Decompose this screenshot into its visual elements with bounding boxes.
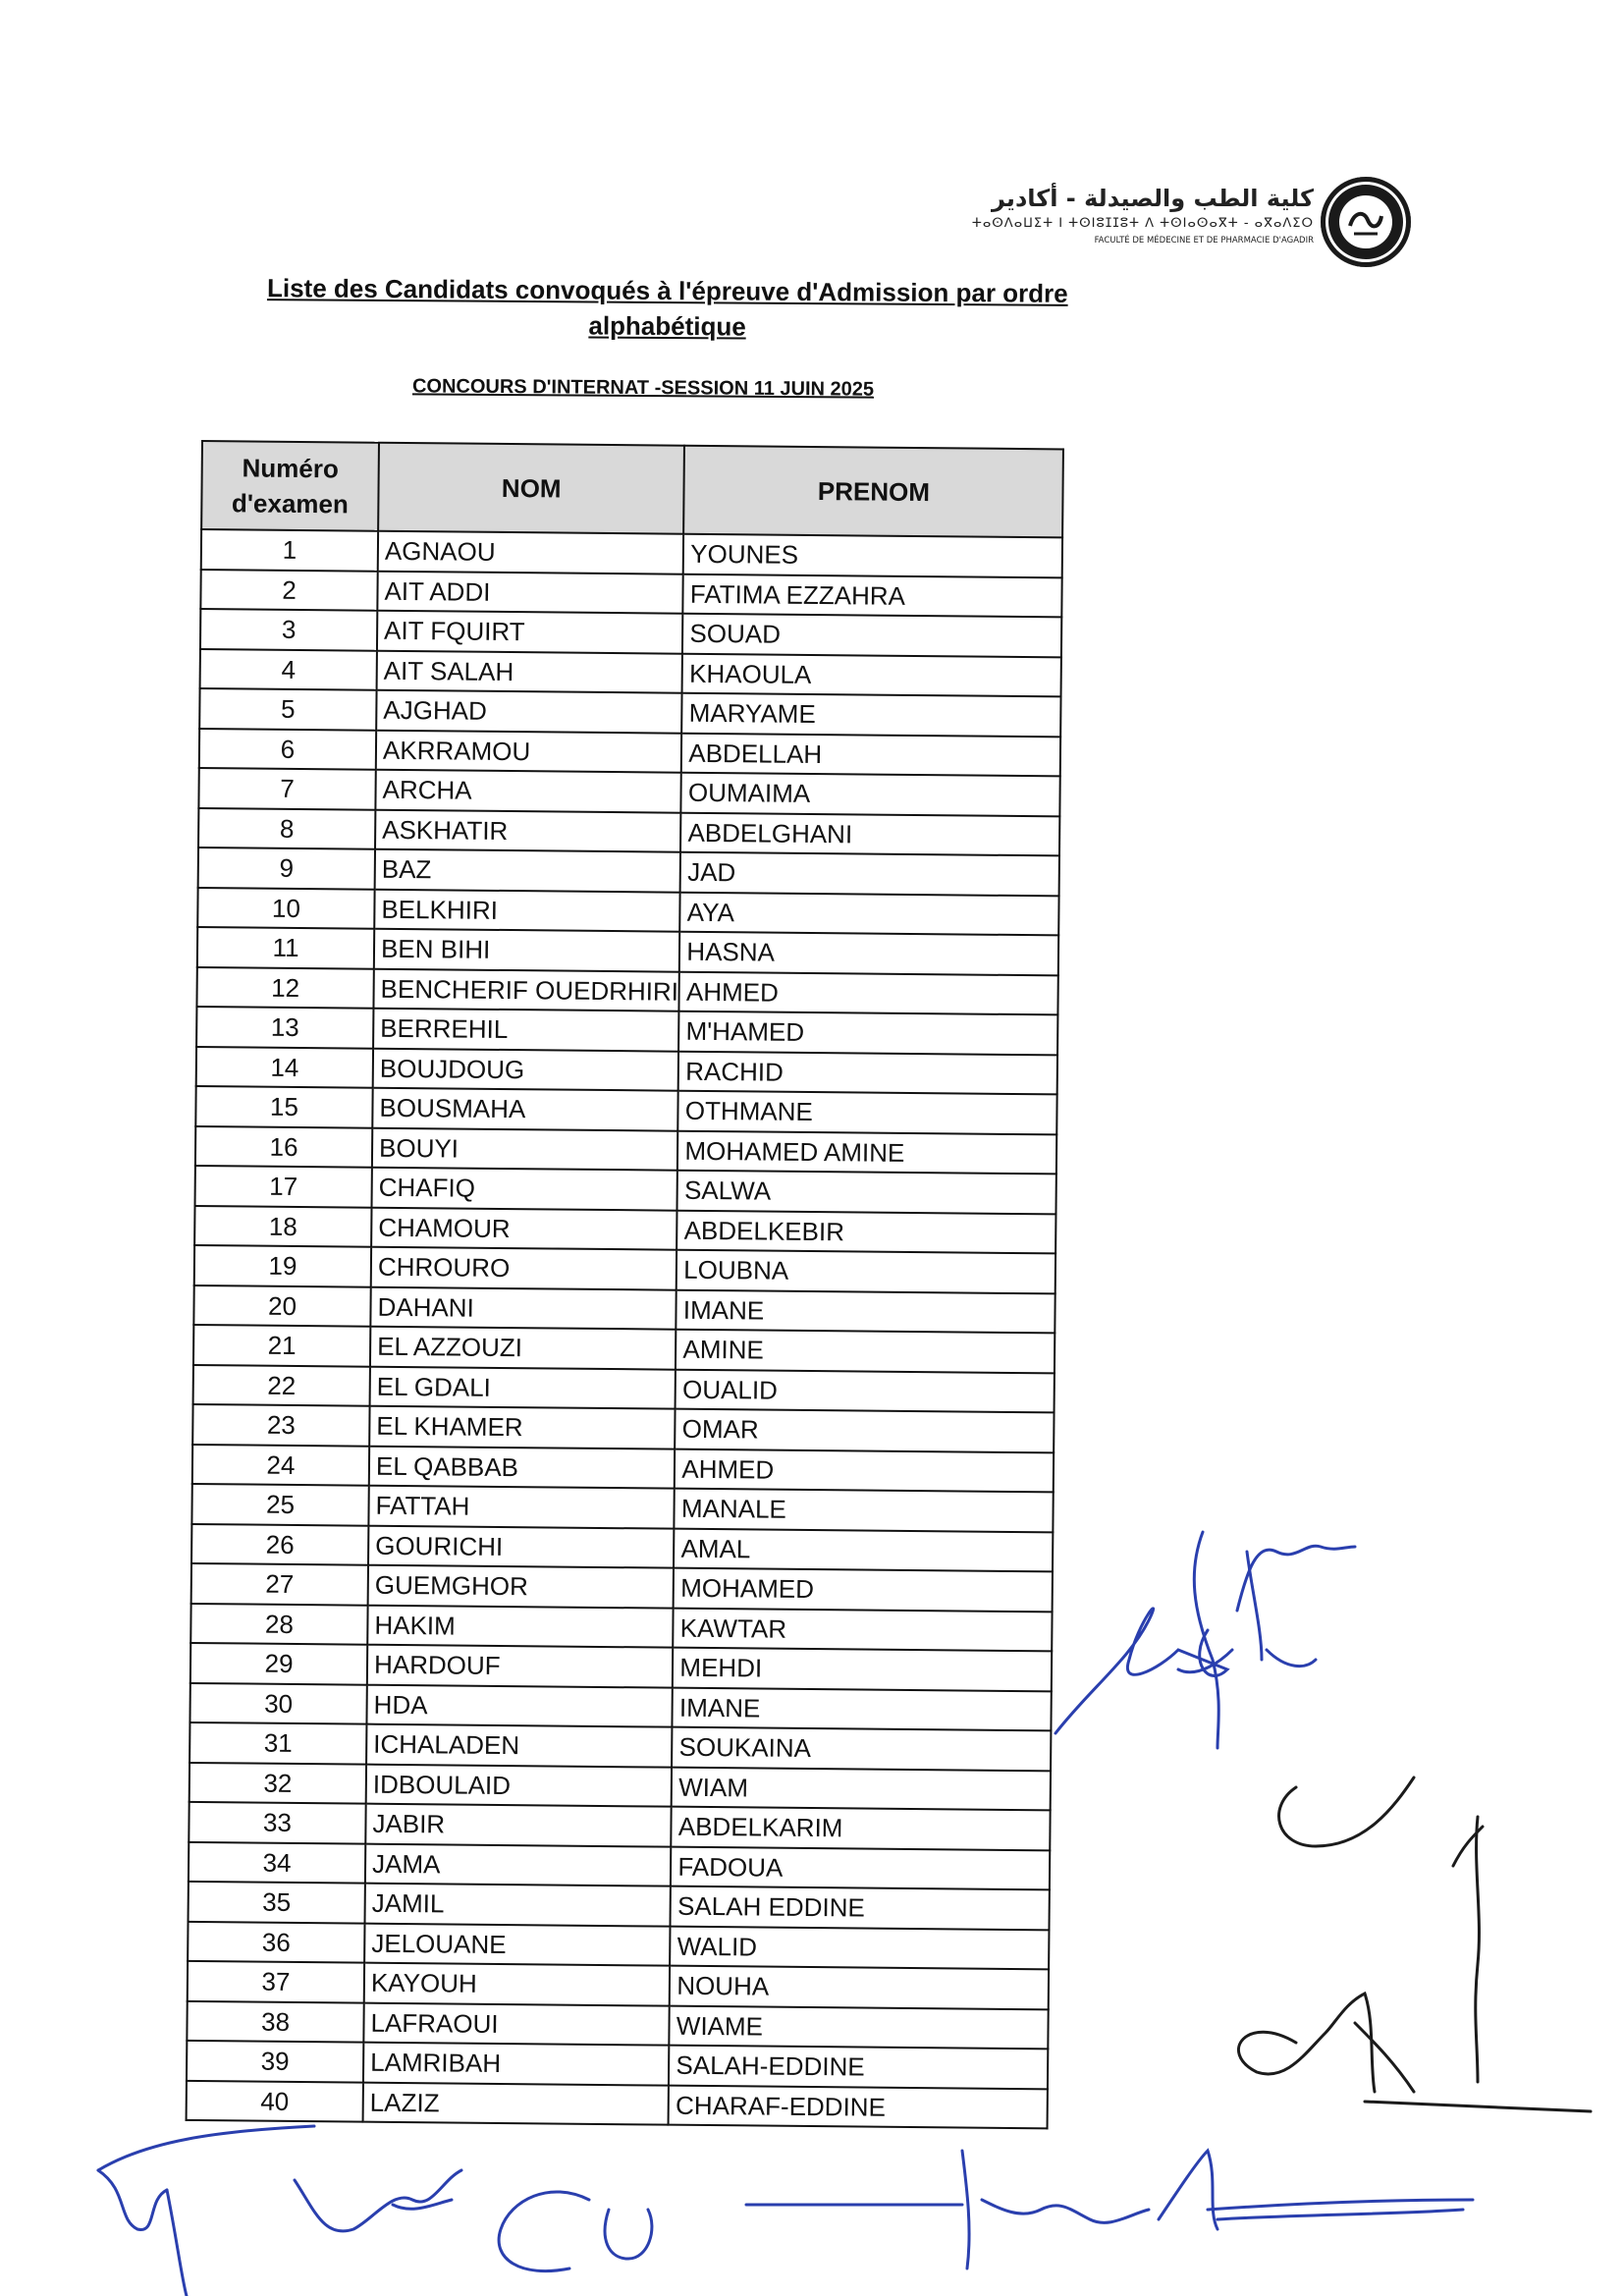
row-numero: 7 [198,768,375,809]
row-numero: 32 [189,1762,366,1803]
row-numero: 37 [188,1961,364,2002]
row-prenom: YOUNES [683,534,1062,577]
row-nom: JELOUANE [364,1923,671,1965]
row-nom: BOUJDOUG [373,1048,679,1090]
row-nom: BAZ [375,849,681,892]
row-prenom: OMAR [676,1409,1055,1452]
row-prenom: M'HAMED [678,1011,1057,1055]
row-numero: 30 [189,1682,366,1723]
row-nom: AIT FQUIRT [377,611,683,653]
row-nom: GUEMGHOR [368,1565,675,1608]
row-prenom: SOUKAINA [672,1727,1051,1771]
row-numero: 4 [200,648,377,689]
row-numero: 25 [191,1484,368,1525]
row-numero: 29 [190,1643,367,1684]
row-numero: 38 [187,2000,363,2042]
row-numero: 20 [193,1285,370,1326]
header-prenom: PRENOM [683,446,1063,538]
row-numero: 24 [192,1444,369,1485]
row-nom: BEN BIHI [374,929,680,971]
signature-blue-bottom [98,2126,1473,2296]
logo-tifinagh-text: ⵜⴰⵙⴷⴰⵡⵉⵜ ⵏ ⵜⵙⵏⵓⵊⵊⵓⵜ ⴷ ⵜⵙⵏⴰⵙⴰⴳⵜ - ⴰⴳⴰⴷⵉⵔ [971,216,1314,231]
row-nom: CHAFIQ [372,1168,678,1210]
row-nom: ARCHA [375,770,681,812]
row-prenom: MARYAME [682,693,1061,737]
row-prenom: MOHAMED AMINE [677,1130,1056,1174]
row-prenom: SALWA [677,1171,1056,1214]
row-nom: LAFRAOUI [363,2002,670,2045]
row-numero: 28 [190,1603,367,1644]
row-numero: 5 [199,688,376,730]
row-nom: AIT SALAH [377,650,683,692]
row-prenom: FATIMA EZZAHRA [683,574,1062,617]
row-prenom: HASNA [679,932,1058,975]
row-numero: 6 [199,728,376,769]
row-prenom: AHMED [679,971,1058,1014]
row-nom: BOUYI [372,1127,678,1170]
row-nom: JABIR [365,1804,672,1846]
row-nom: IDBOULAID [366,1764,673,1806]
row-prenom: IMANE [676,1289,1055,1333]
row-nom: KAYOUH [364,1963,671,2005]
row-prenom: FADOUA [671,1846,1050,1889]
row-nom: BOUSMAHA [372,1088,678,1130]
row-numero: 19 [194,1245,371,1286]
row-numero: 14 [196,1046,373,1087]
row-numero: 16 [195,1125,372,1167]
row-prenom: IMANE [673,1687,1052,1730]
row-prenom: NOUHA [670,1966,1049,2009]
row-prenom: AYA [680,892,1059,935]
row-prenom: WIAM [672,1767,1051,1810]
row-numero: 11 [197,927,374,968]
row-nom: HAKIM [367,1605,674,1647]
row-nom: ICHALADEN [366,1724,673,1767]
row-prenom: KAWTAR [674,1608,1053,1651]
row-prenom: WALID [670,1926,1049,1969]
row-nom: FATTAH [368,1486,675,1528]
row-prenom: SALAH-EDDINE [669,2046,1048,2089]
row-prenom: KHAOULA [682,653,1061,696]
row-numero: 18 [194,1205,371,1246]
row-nom: LAZIZ [363,2082,670,2124]
row-nom: LAMRIBAH [363,2043,670,2085]
row-numero: 31 [189,1722,366,1764]
row-prenom: MANALE [675,1489,1054,1532]
row-numero: 3 [200,609,377,650]
row-numero: 36 [188,1921,364,1962]
document-title: Liste des Candidats convoqués à l'épreuve d'Admission par ordre alphabétique [266,273,1068,342]
row-nom: EL AZZOUZI [370,1327,676,1369]
row-nom: AKRRAMOU [376,730,682,772]
row-prenom: ABDELKARIM [672,1807,1051,1850]
row-prenom: CHARAF-EDDINE [669,2085,1048,2128]
row-numero: 10 [197,887,374,928]
row-prenom: RACHID [678,1051,1057,1094]
row-prenom: AMAL [674,1528,1053,1571]
row-numero: 34 [189,1841,365,1883]
logo-french-text: FACULTÉ DE MÉDECINE ET DE PHARMACIE D'AGADIR [1094,236,1314,246]
row-numero: 40 [187,2080,363,2121]
row-nom: EL QABBAB [369,1446,676,1488]
document-subtitle: CONCOURS D'INTERNAT -SESSION 11 JUIN 2025 [411,375,875,401]
row-numero: 23 [192,1404,369,1446]
row-prenom: OUMAIMA [681,773,1060,816]
row-prenom: SALAH EDDINE [671,1886,1050,1930]
row-numero: 17 [195,1166,372,1207]
row-nom: ASKHATIR [375,809,681,851]
row-nom: EL GDALI [370,1366,676,1408]
row-numero: 26 [191,1523,368,1564]
row-nom: BELKHIRI [374,889,680,931]
row-nom: AJGHAD [376,690,682,733]
row-prenom: OTHMANE [678,1091,1057,1134]
row-prenom: ABDELKEBIR [676,1210,1055,1253]
signature-blue-right [1055,1532,1355,1748]
row-prenom: AHMED [675,1449,1054,1492]
row-prenom: AMINE [676,1330,1055,1373]
row-nom: AIT ADDI [377,571,683,613]
row-numero: 8 [198,807,375,848]
row-numero: 2 [200,570,377,611]
row-numero: 9 [198,847,375,889]
row-numero: 33 [189,1802,365,1843]
row-prenom: OUALID [676,1369,1055,1412]
row-numero: 12 [196,966,373,1008]
row-numero: 13 [196,1007,373,1048]
row-prenom: JAD [680,852,1059,896]
row-nom: CHAMOUR [371,1207,677,1249]
row-nom: AGNAOU [378,531,684,574]
row-numero: 1 [201,529,378,571]
row-numero: 21 [193,1325,370,1366]
row-nom: JAMIL [365,1884,672,1926]
row-nom: HARDOUF [367,1645,674,1687]
logo-arabic-text: كلية الطب والصيدلة - أكادير [992,185,1314,212]
row-nom: EL KHAMER [369,1406,676,1449]
row-numero: 22 [193,1364,370,1405]
row-prenom: LOUBNA [676,1250,1055,1293]
row-prenom: SOUAD [682,614,1061,657]
row-prenom: MEHDI [673,1648,1052,1691]
header-numero-line2: d'examen [231,488,349,519]
row-nom: BENCHERIF OUEDRHIRI [373,968,679,1011]
signature-black-right [1238,1777,1591,2111]
row-numero: 39 [187,2041,363,2082]
row-numero: 27 [191,1563,368,1605]
row-numero: 15 [195,1086,372,1127]
row-nom: GOURICHI [368,1525,675,1567]
row-nom: JAMA [365,1843,672,1886]
row-nom: DAHANI [370,1286,676,1329]
row-nom: BERREHIL [373,1009,679,1051]
row-numero: 35 [189,1882,365,1923]
row-nom: HDA [366,1684,673,1726]
row-prenom: MOHAMED [674,1568,1053,1612]
row-prenom: ABDELLAH [681,733,1060,776]
row-prenom: WIAME [670,2005,1049,2049]
row-prenom: ABDELGHANI [680,812,1059,855]
header-numero-line1: Numéro [242,453,339,484]
row-nom: CHROURO [371,1247,677,1289]
header-nom: NOM [378,443,684,534]
